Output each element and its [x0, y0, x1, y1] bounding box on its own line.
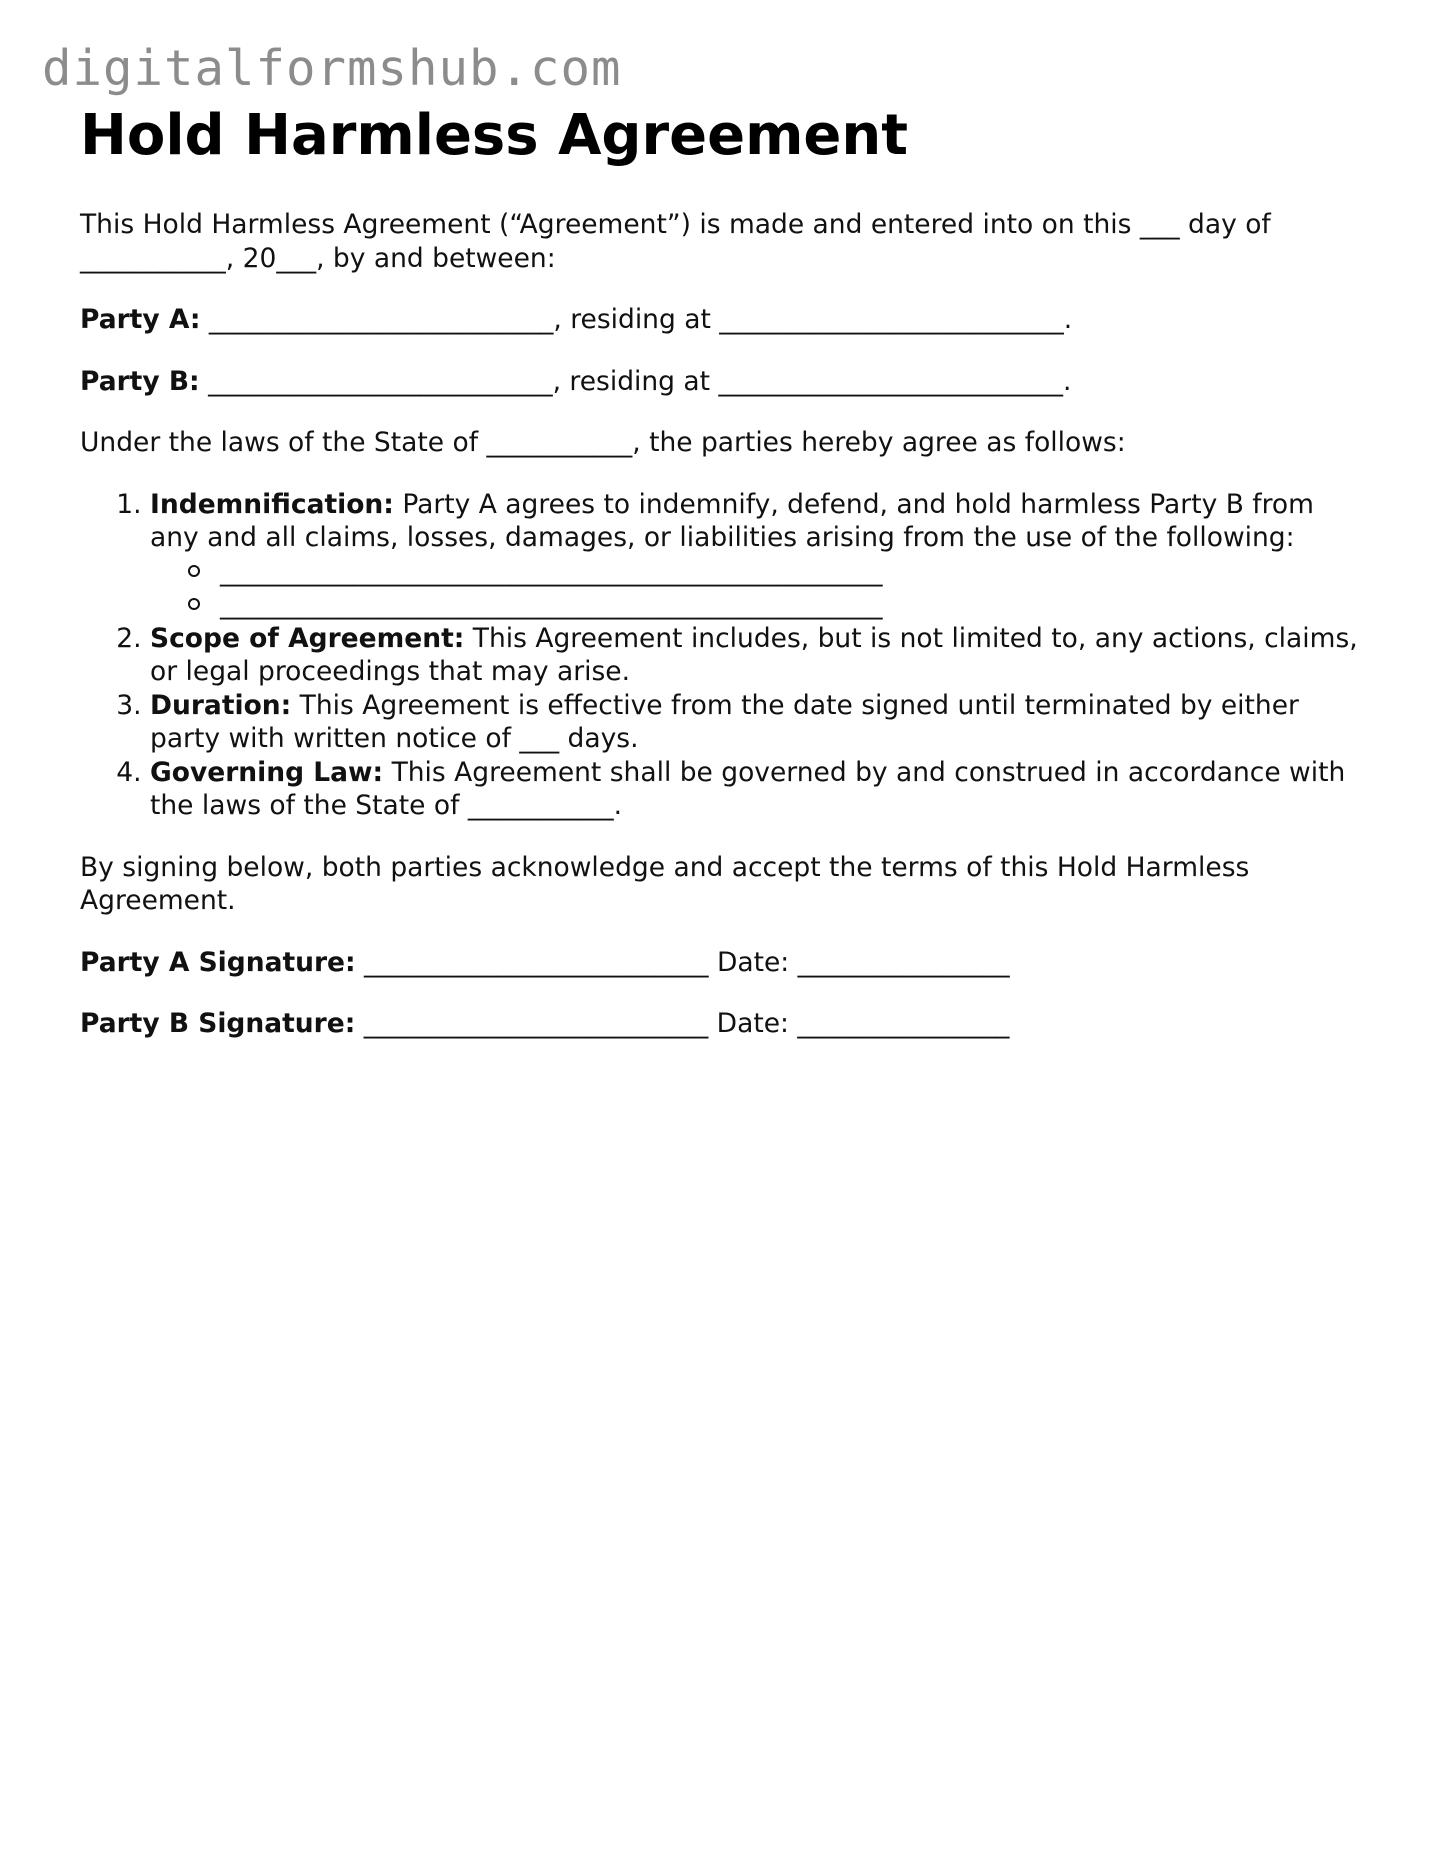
term-text: Party A agrees to indemnify, defend, and hold harmless Party B from any and all claims, losses, damages, or liabilities arising from the use of the following: [150, 488, 1323, 553]
signature-fields: __________________________ Date: ________________ [355, 1008, 1010, 1039]
term-scope [150, 622, 1367, 689]
term-governing-law [150, 756, 1360, 823]
term-text: This Agreement is effective from the date signed until terminated by either party with written notice of ___ days. [150, 689, 1308, 754]
party-a-label: Party A: [80, 304, 201, 335]
term-text: This Agreement shall be governed by and construed in accordance with the laws of the State of ___________. [150, 756, 1354, 821]
party-b-signature-line [80, 1007, 1360, 1041]
party-b-label: Party B: [80, 365, 200, 397]
signature-fields: __________________________ Date: ________________ [355, 946, 1010, 978]
hollow-bullet-icon [188, 565, 200, 577]
term-text: This Agreement includes, but is not limited to, any actions, claims, or legal proceedings that may arise. [150, 622, 1367, 687]
closing-paragraph: By signing below, both parties acknowledge and accept the terms of this Hold Harmless Agreement. [80, 851, 1250, 916]
watermark: digitalformshub.com [42, 40, 622, 97]
signature-label: Party A Signature: [80, 946, 356, 978]
indemnified-items-list [150, 555, 1360, 622]
party-a-line [80, 303, 1360, 337]
term-duration [150, 689, 1360, 756]
intro-paragraph: This Hold Harmless Agreement (“Agreement”) is made and entered into on this ___ day of ___________, 20___, by and between: [80, 209, 1271, 274]
blank-line: __________________________________________________ [220, 589, 883, 620]
party-a-fields: __________________________, residing at __________________________. [200, 304, 1073, 335]
term-label: Indemnification: [150, 488, 394, 520]
party-b-fields: __________________________, residing at __________________________. [199, 365, 1072, 397]
document-page [80, 103, 1367, 1041]
term-label: Scope of Agreement: [150, 622, 465, 654]
term-indemnification [150, 488, 1360, 622]
hollow-bullet-icon [188, 598, 200, 610]
term-label: Duration: [150, 689, 292, 721]
blank-line: __________________________________________________ [220, 555, 883, 587]
list-item [188, 588, 1360, 622]
governing-state-line: Under the laws of the State of ___________, the parties hereby agree as follows: [80, 427, 1126, 458]
terms-list [80, 488, 1367, 823]
list-item [188, 555, 1360, 589]
party-a-signature-line [80, 946, 1360, 980]
document-title: Hold Harmless Agreement [80, 103, 909, 168]
signature-label: Party B Signature: [80, 1008, 356, 1039]
party-b-line [80, 365, 1360, 399]
term-label: Governing Law: [150, 756, 384, 788]
